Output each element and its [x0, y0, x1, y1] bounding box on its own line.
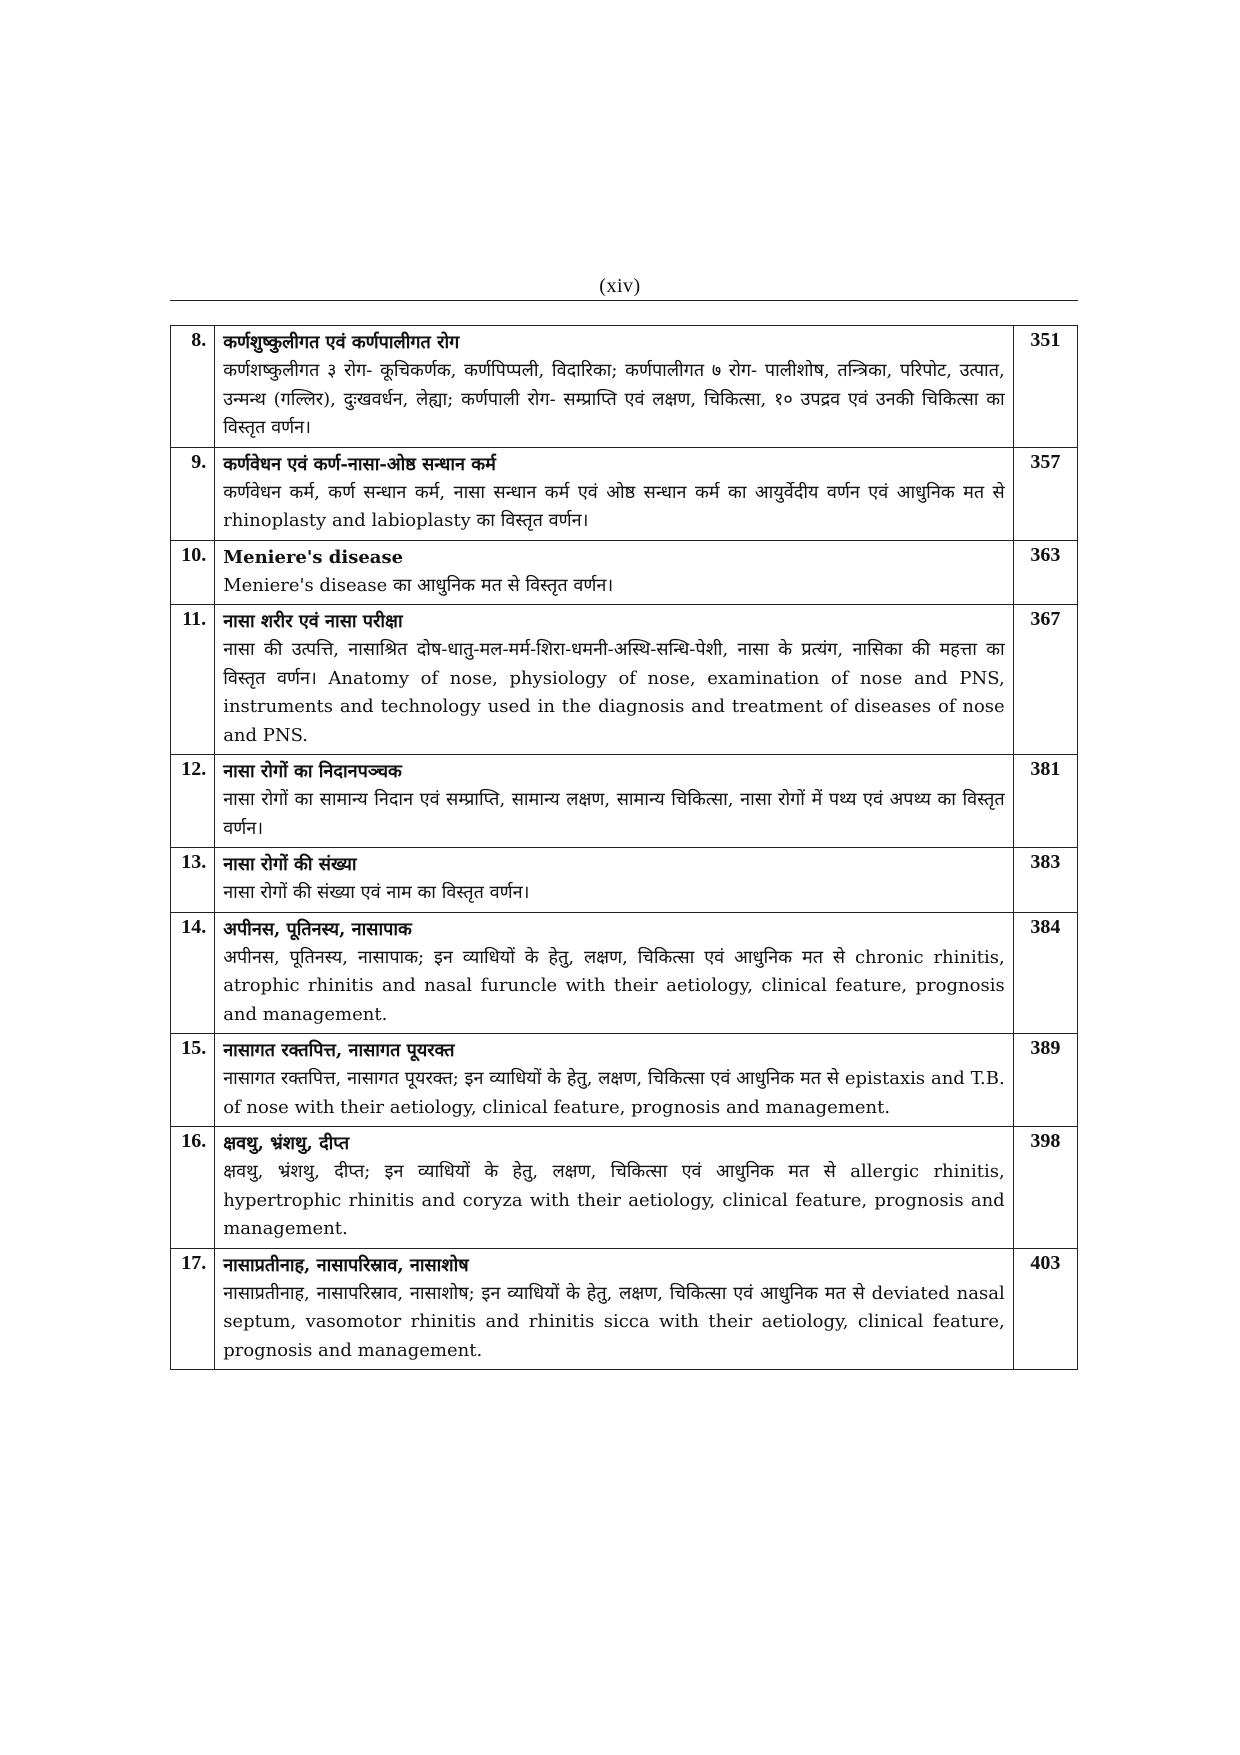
entry-description	[215, 848, 1014, 913]
entry-body: नासागत रक्तपित्त, नासागत पूयरक्त; इन व्याधियों के हेतु, लक्षण, चिकित्सा एवं आधुनिक मत से epistaxis and T.B. of nose with their aetiology, clinical feature, prognosis and management.	[223, 1068, 1005, 1118]
entry-title: नासा रोगों की संख्या	[223, 854, 357, 875]
toc-entry	[171, 1127, 1078, 1249]
entry-page: 381	[1013, 755, 1077, 848]
toc-entry	[171, 326, 1078, 448]
entry-description	[215, 605, 1014, 755]
entry-description	[215, 326, 1014, 448]
entry-page: 384	[1013, 912, 1077, 1034]
entry-number: 8.	[171, 326, 215, 448]
toc-entry	[171, 912, 1078, 1034]
entry-number: 11.	[171, 605, 215, 755]
entry-page: 398	[1013, 1127, 1077, 1249]
entry-body: नासा रोगों की संख्या एवं नाम का विस्तृत वर्णन।	[223, 882, 530, 903]
entry-number: 16.	[171, 1127, 215, 1249]
entry-title: नासा रोगों का निदानपञ्चक	[223, 761, 402, 782]
entry-number: 13.	[171, 848, 215, 913]
entry-description	[215, 755, 1014, 848]
entry-number: 14.	[171, 912, 215, 1034]
contents-body	[171, 326, 1078, 1370]
entry-number: 12.	[171, 755, 215, 848]
entry-body: नासा रोगों का सामान्य निदान एवं सम्प्राप्ति, सामान्य लक्षण, सामान्य चिकित्सा, नासा रोगों में पथ्य एवं अपथ्य का विस्तृत वर्णन।	[223, 789, 1005, 839]
entry-title: नासागत रक्तपित्त, नासागत पूयरक्त	[223, 1040, 455, 1061]
entry-title: कर्णवेधन एवं कर्ण-नासा-ओष्ठ सन्धान कर्म	[223, 453, 496, 475]
entry-body: कर्णशष्कुलीगत ३ रोग- कूचिकर्णक, कर्णपिप्पली, विदारिका; कर्णपालीगत ७ रोग- पालीशोष, तन्त्रिका, परिपोट, उत्पात, उन्मन्थ (गल्लिर), दुःखवर्धन, लेह्या; कर्णपाली रोग- सम्प्राप्ति एवं लक्षण, चिकित्सा, १० उपद्रव एवं उनकी चिकित्सा का विस्तृत वर्णन।	[223, 360, 1005, 438]
entry-title: नासा शरीर एवं नासा परीक्षा	[223, 611, 403, 632]
entry-page: 357	[1013, 447, 1077, 540]
entry-number: 10.	[171, 540, 215, 605]
entry-body: नासाप्रतीनाह, नासापरिस्राव, नासाशोष; इन व्याधियों के हेतु, लक्षण, चिकित्सा एवं आधुनिक मत से deviated nasal septum, vasomotor rhinitis and rhinitis sicca with their aetiology, clinical feature, prognosis and management.	[223, 1282, 1005, 1361]
entry-description	[215, 1127, 1014, 1249]
toc-entry	[171, 540, 1078, 605]
entry-body: Meniere's disease का आधुनिक मत से विस्तृत वर्णन।	[223, 574, 614, 596]
toc-entry	[171, 1034, 1078, 1127]
entry-number: 15.	[171, 1034, 215, 1127]
toc-entry	[171, 755, 1078, 848]
entry-description	[215, 447, 1014, 540]
entry-body: क्षवथु, भ्रंशथु, दीप्त; इन व्याधियों के हेतु, लक्षण, चिकित्सा एवं आधुनिक मत से allergic rhinitis, hypertrophic rhinitis and coryza with their aetiology, clinical feature, prognosis and management.	[223, 1161, 1005, 1239]
entry-description	[215, 540, 1014, 605]
toc-entry	[171, 447, 1078, 540]
entry-page: 403	[1013, 1248, 1077, 1370]
page-number: (xiv)	[599, 275, 641, 297]
toc-entry	[171, 605, 1078, 755]
entry-title: Meniere's disease	[223, 546, 404, 568]
entry-body: कर्णवेधन कर्म, कर्ण सन्धान कर्म, नासा सन्धान कर्म एवं ओष्ठ सन्धान कर्म का आयुर्वेदीय वर्णन एवं आधुनिक मत से rhinoplasty and labioplasty का विस्तृत वर्णन।	[223, 481, 1005, 531]
entry-body: नासा की उत्पत्ति, नासाश्रित दोष-धातु-मल-मर्म-शिरा-धमनी-अस्थि-सन्धि-पेशी, नासा के प्रत्यंग, नासिका की महत्ता का विस्तृत वर्णन। Anatomy of nose, physiology of nose, examination of nose and PNS, instruments and technology used in the diagnosis and treatment of diseases of nose and PNS.	[223, 639, 1005, 746]
entry-number: 9.	[171, 447, 215, 540]
toc-entry	[171, 848, 1078, 913]
entry-description	[215, 912, 1014, 1034]
contents-table	[170, 325, 1078, 1370]
entry-page: 389	[1013, 1034, 1077, 1127]
toc-entry	[171, 1248, 1078, 1370]
entry-description	[215, 1034, 1014, 1127]
header-rule	[170, 300, 1078, 301]
entry-description	[215, 1248, 1014, 1370]
entry-page: 367	[1013, 605, 1077, 755]
entry-number: 17.	[171, 1248, 215, 1370]
entry-title: क्षवथु, भ्रंशथु, दीप्त	[223, 1133, 350, 1154]
entry-title: नासाप्रतीनाह, नासापरिस्राव, नासाशोष	[223, 1254, 469, 1276]
entry-page: 363	[1013, 540, 1077, 605]
entry-page: 383	[1013, 848, 1077, 913]
entry-page: 351	[1013, 326, 1077, 448]
entry-title: कर्णशुष्कुलीगत एवं कर्णपालीगत रोग	[223, 332, 460, 353]
entry-body: अपीनस, पूतिनस्य, नासापाक; इन व्याधियों के हेतु, लक्षण, चिकित्सा एवं आधुनिक मत से chronic rhinitis, atrophic rhinitis and nasal furuncle with their aetiology, clinical feature, prognosis and management.	[223, 946, 1005, 1025]
entry-title: अपीनस, पूतिनस्य, नासापाक	[223, 918, 412, 940]
